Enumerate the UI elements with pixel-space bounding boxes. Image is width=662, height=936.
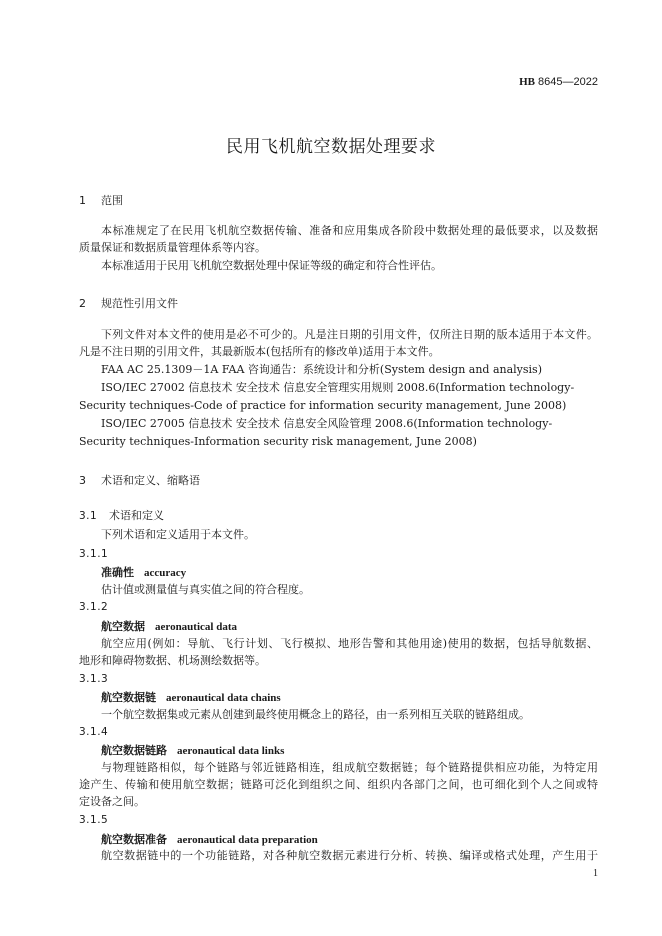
section-2-para-1-line-1: 下列文件对本文件的使用是必不可少的。凡是注日期的引用文件，仅所注日期的版本适用于本文件。 [101,328,598,341]
standard-prefix: HB [519,76,535,88]
reference-2-line-2: Security techniques-Code of practice for information security management, June 2008) [79,399,567,412]
term-heading [101,689,281,705]
clause-number: 3.1.4 [79,726,109,738]
section-3-1-intro: 下列术语和定义适用于本文件。 [101,528,255,541]
term-english: accuracy [144,567,187,579]
section-2-para-1-line-2: 凡是不注日期的引用文件，其最新版本(包括所有的修改单)适用于本文件。 [79,345,440,358]
section-number: 1 [79,194,86,207]
term-definition-line-1: 航空应用(例如：导航、飞行计划、飞行模拟、地形告警和其他用途)使用的数据，包括导航数据、 [101,637,598,650]
term-chinese: 航空数据准备 [101,833,167,846]
document-title: 民用飞机航空数据处理要求 [226,137,436,157]
section-number: 3.1 [79,510,98,522]
term-definition-line-1: 航空数据链中的一个功能链路，对各种航空数据元素进行分析、转换、编译或格式处理，产生用于 [101,849,598,862]
section-number: 3 [79,474,86,487]
term-chinese: 航空数据链 [101,691,156,704]
section-title: 术语和定义 [109,509,164,522]
clause-number: 3.1.5 [79,814,109,826]
clause-number: 3.1.3 [79,673,109,685]
term-definition: 一个航空数据集或元素从创建到最终使用概念上的路径，由一系列相互关联的链路组成。 [101,708,530,721]
section-1-para-2: 本标准适用于民用飞机航空数据处理中保证等级的确定和符合性评估。 [101,259,442,272]
section-2-heading [79,295,178,311]
term-heading [101,564,186,580]
standard-number [519,76,598,88]
term-english: aeronautical data chains [166,692,281,704]
section-1-heading [79,192,123,208]
section-3-1-heading [79,507,164,523]
term-definition-line-1: 与物理链路相似，每个链路与邻近链路相连，组成航空数据链；每个链路提供相应功能，为特定用 [101,761,598,774]
term-definition-line-3: 定设备之间。 [79,795,145,808]
clause-number: 3.1.2 [79,601,109,613]
reference-2-line-1: ISO/IEC 27002 信息技术 安全技术 信息安全管理实用规则 2008.6(Information technology- [101,381,575,394]
section-title: 范围 [101,194,123,207]
section-title: 术语和定义、缩略语 [101,474,200,487]
term-chinese: 准确性 [101,566,134,579]
term-english: aeronautical data [155,621,237,633]
term-chinese: 航空数据链路 [101,744,167,757]
reference-3-line-2: Security techniques-Information security risk management, June 2008) [79,435,477,448]
section-1-para-1-line-2: 质量保证和数据质量管理体系等内容。 [79,241,266,254]
term-heading [101,831,318,847]
clause-number: 3.1.1 [79,548,109,560]
section-title: 规范性引用文件 [101,297,178,310]
term-english: aeronautical data preparation [177,834,318,846]
standard-code: 8645—2022 [538,76,598,88]
term-chinese: 航空数据 [101,620,145,633]
reference-1: FAA AC 25.1309－1A FAA 咨询通告：系统设计和分析(System design and analysis) [101,363,542,376]
section-3-heading [79,472,200,488]
section-number: 2 [79,297,86,310]
term-english: aeronautical data links [177,745,285,757]
term-heading [101,742,284,758]
page-number: 1 [593,868,598,879]
term-definition: 估计值或测量值与真实值之间的符合程度。 [101,583,310,596]
term-heading [101,618,237,634]
section-1-para-1-line-1: 本标准规定了在民用飞机航空数据传输、准备和应用集成各阶段中数据处理的最低要求，以及数据 [101,224,598,237]
reference-3-line-1: ISO/IEC 27005 信息技术 安全技术 信息安全风险管理 2008.6(Information technology- [101,417,553,430]
term-definition-line-2: 地形和障碍物数据、机场测绘数据等。 [79,654,266,667]
term-definition-line-2: 途产生、传输和使用航空数据；链路可泛化到组织之间、组织内各部门之间，也可细化到个人之间或特 [79,778,598,791]
